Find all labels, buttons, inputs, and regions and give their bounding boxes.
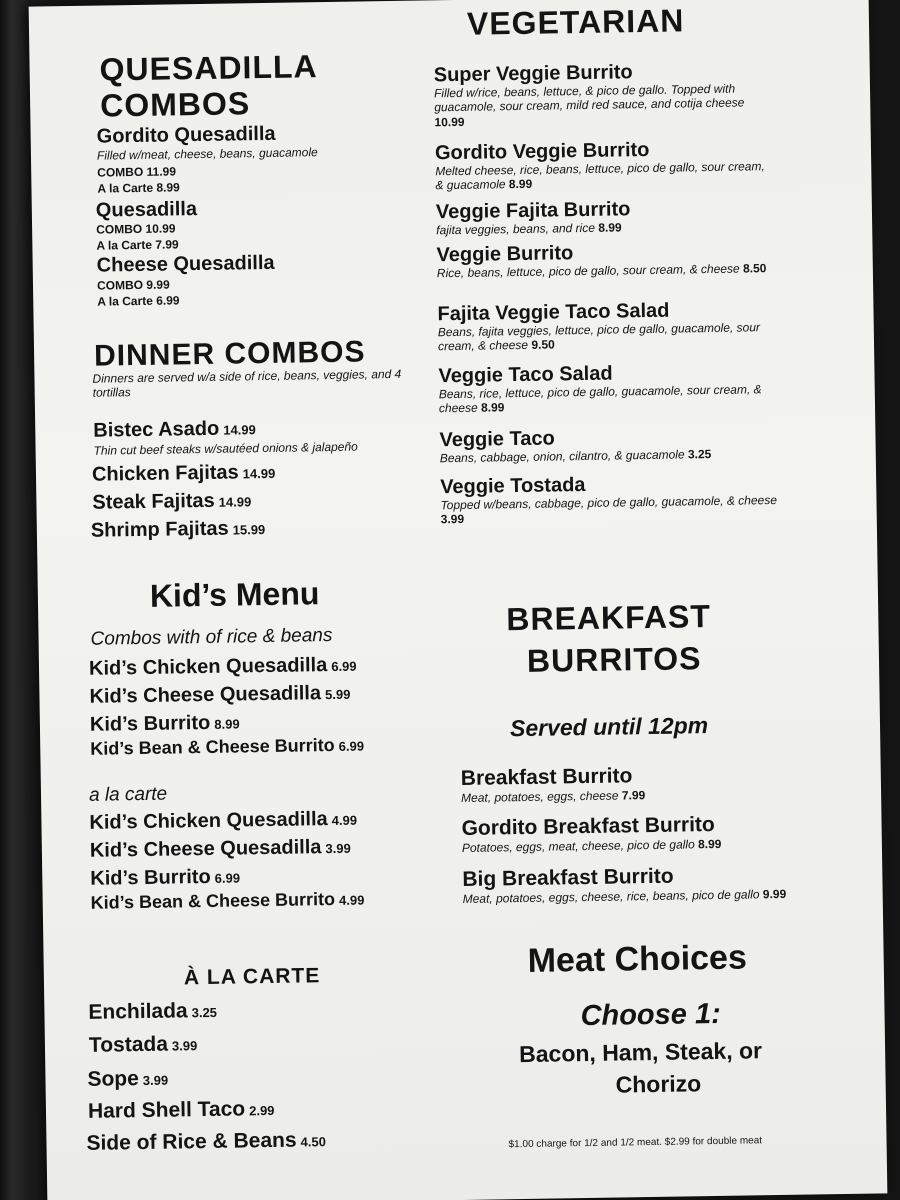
- menu-item-price: 8.50: [742, 261, 767, 276]
- menu-item-price: 6.99: [331, 658, 357, 674]
- menu-item-price: 14.99: [218, 494, 252, 510]
- menu-item-name: Chicken Fajitas: [91, 461, 239, 486]
- menu-item-desc: fajita veggies, beans, and rice 8.99: [436, 220, 622, 238]
- menu-item-name: Veggie Taco: [439, 427, 555, 452]
- menu-item-name: Gordito Breakfast Burrito: [461, 812, 715, 840]
- menu-item-name: Gordito Quesadilla: [96, 122, 276, 148]
- menu-item-name: Kid’s Cheese Quesadilla: [89, 682, 322, 708]
- combo-price: COMBO 9.99: [96, 277, 170, 293]
- menu-item-price: 6.99: [338, 738, 365, 754]
- menu-item-name: Breakfast Burrito: [460, 764, 633, 790]
- menu-item: [92, 461, 276, 486]
- menu-item-name: Cheese Quesadilla: [96, 251, 275, 277]
- meat-options-line2: Chorizo: [615, 1070, 702, 1098]
- breakfast-title-line2: BURRITOS: [526, 640, 702, 679]
- dinner-title: DINNER COMBOS: [93, 335, 366, 373]
- menu-item: [89, 682, 350, 708]
- menu-item-name: Kid’s Chicken Quesadilla: [88, 654, 328, 680]
- menu-item-price: 3.99: [142, 1072, 169, 1089]
- menu-item-name: Veggie Tostada: [440, 473, 586, 499]
- menu-item-price: 8.99: [214, 716, 240, 732]
- quesadilla-title-line2: COMBOS: [99, 85, 251, 124]
- menu-item-desc: Thin cut beef steaks w/sautéed onions & jalapeño: [93, 439, 358, 458]
- menu-item-desc: Filled w/rice, beans, lettuce, & pico de gallo. Topped with guacamole, sour cream, mild red sauce, and cotija cheese 10.99: [433, 81, 745, 130]
- menu-item-price: 15.99: [232, 522, 266, 538]
- menu-item-price: 3.25: [191, 1004, 218, 1021]
- menu-item-price: 6.99: [214, 870, 241, 886]
- kids-combos-label: Combos with of rice & beans: [90, 624, 333, 650]
- alacarte-price: A la Carte 8.99: [97, 180, 180, 196]
- menu-item: [90, 865, 240, 889]
- menu-item-price: 8.99: [598, 220, 622, 235]
- menu-page: [29, 0, 888, 1200]
- vegetarian-title: VEGETARIAN: [466, 2, 685, 42]
- menu-item-name: Super Veggie Burrito: [433, 61, 633, 87]
- menu-item-price: 10.99: [434, 114, 465, 130]
- menu-item-price: 5.99: [324, 686, 351, 703]
- breakfast-title-line1: BREAKFAST: [506, 598, 712, 638]
- menu-item-price: 3.99: [440, 512, 465, 527]
- menu-item-name: Steak Fajitas: [92, 489, 215, 514]
- menu-item-name: Kid’s Chicken Quesadilla: [89, 808, 328, 834]
- menu-item: [89, 654, 357, 680]
- menu-item-price: 14.99: [223, 422, 256, 438]
- quesadilla-title-line1: QUESADILLA: [99, 48, 318, 88]
- menu-item-name: Big Breakfast Burrito: [462, 864, 674, 891]
- menu-item-price: 7.99: [621, 788, 646, 803]
- menu-item-name: Shrimp Fajitas: [90, 517, 229, 542]
- menu-item-desc: Potatoes, eggs, meat, cheese, pico de gallo 8.99: [461, 836, 722, 855]
- menu-item-name: Kid’s Bean & Cheese Burrito: [90, 734, 335, 759]
- menu-item-name: Enchilada: [88, 999, 188, 1024]
- menu-item-name: Fajita Veggie Taco Salad: [437, 299, 670, 326]
- menu-item-name: Veggie Taco Salad: [438, 362, 613, 388]
- menu-item-name: Kid’s Burrito: [89, 711, 211, 736]
- menu-item-price: 9.99: [762, 886, 787, 902]
- menu-item-name: Sope: [87, 1067, 140, 1091]
- menu-item: [93, 417, 256, 442]
- menu-item: [91, 517, 266, 542]
- meat-options-line1: Bacon, Ham, Steak, or: [518, 1037, 763, 1068]
- menu-item-desc: Melted cheese, rice, beans, lettuce, pico de gallo, sour cream, & guacamole 8.99: [435, 159, 765, 193]
- menu-item: [90, 735, 364, 759]
- menu-item-price: 14.99: [242, 465, 276, 482]
- combo-price: COMBO 10.99: [96, 221, 176, 237]
- menu-item-price: 8.99: [508, 177, 533, 192]
- menu-item-price: 8.99: [697, 836, 722, 852]
- menu-item-desc: Meat, potatoes, eggs, cheese 7.99: [461, 788, 646, 805]
- menu-item-desc: Topped w/beans, cabbage, pico de gallo, guacamole, & cheese 3.99: [440, 492, 778, 527]
- combo-price: COMBO 11.99: [97, 164, 177, 180]
- alacarte-title: À LA CARTE: [183, 964, 321, 990]
- menu-item-desc: Beans, rice, lettuce, pico de gallo, guacamole, sour cream, & cheese 8.99: [438, 382, 762, 416]
- alacarte-price: A la Carte 6.99: [97, 293, 180, 309]
- menu-item-desc: Filled w/meat, cheese, beans, guacamole: [96, 145, 318, 163]
- menu-item: [91, 890, 365, 914]
- menu-item-price: 3.99: [171, 1038, 198, 1054]
- menu-item: [89, 808, 357, 834]
- menu-item-name: Gordito Veggie Burrito: [434, 138, 650, 165]
- kids-alacarte-label: a la carte: [88, 783, 168, 806]
- menu-item-desc: Beans, cabbage, onion, cilantro, & guacamole 3.25: [439, 447, 712, 466]
- menu-item-desc: Rice, beans, lettuce, pico de gallo, sour cream, & cheese 8.50: [436, 261, 767, 281]
- menu-item-price: 8.99: [480, 400, 505, 416]
- menu-item: [87, 1067, 168, 1091]
- menu-item-price: 4.99: [338, 892, 365, 908]
- menu-item: [92, 489, 251, 513]
- menu-item-price: 9.50: [531, 337, 555, 353]
- menu-item-name: Bistec Asado: [93, 417, 220, 442]
- menu-item-price: 2.99: [249, 1102, 275, 1119]
- menu-item-name: Side of Rice & Beans: [86, 1128, 297, 1155]
- menu-item-desc: Meat, potatoes, eggs, cheese, rice, beans, pico de gallo 9.99: [462, 886, 787, 906]
- menu-item-price: 4.99: [331, 812, 358, 829]
- menu-item: [89, 1032, 198, 1057]
- meat-note: $1.00 charge for 1/2 and 1/2 meat. $2.99 for double meat: [508, 1135, 763, 1151]
- menu-item-price: 3.25: [687, 447, 712, 462]
- menu-item-price: 3.99: [325, 840, 351, 857]
- menu-item: [88, 999, 217, 1024]
- menu-item-name: Veggie Burrito: [436, 242, 574, 267]
- menu-item: [88, 1097, 275, 1123]
- menu-item-name: Kid’s Cheese Quesadilla: [89, 836, 322, 862]
- menu-item-name: Quesadilla: [95, 198, 198, 222]
- meat-choose: Choose 1:: [580, 997, 721, 1033]
- menu-item: [86, 1128, 326, 1155]
- menu-item-name: Veggie Fajita Burrito: [435, 198, 631, 224]
- menu-item: [90, 836, 351, 862]
- meat-title: Meat Choices: [527, 938, 748, 980]
- kids-title: Kid’s Menu: [149, 575, 320, 614]
- menu-item-name: Tostada: [88, 1032, 169, 1057]
- menu-item-name: Hard Shell Taco: [87, 1097, 246, 1123]
- menu-item-desc: Beans, fajita veggies, lettuce, pico de gallo, guacamole, sour cream, & cheese 9.50: [437, 320, 761, 354]
- dinner-note: Dinners are served w/a side of rice, beans, veggies, and 4 tortillas: [92, 366, 402, 401]
- menu-item-name: Kid’s Bean & Cheese Burrito: [90, 888, 336, 913]
- alacarte-price: A la Carte 7.99: [96, 237, 179, 253]
- breakfast-served-note: Served until 12pm: [509, 712, 709, 742]
- menu-item-name: Kid’s Burrito: [90, 865, 211, 890]
- menu-item: [90, 711, 240, 735]
- menu-item-price: 4.50: [300, 1134, 326, 1150]
